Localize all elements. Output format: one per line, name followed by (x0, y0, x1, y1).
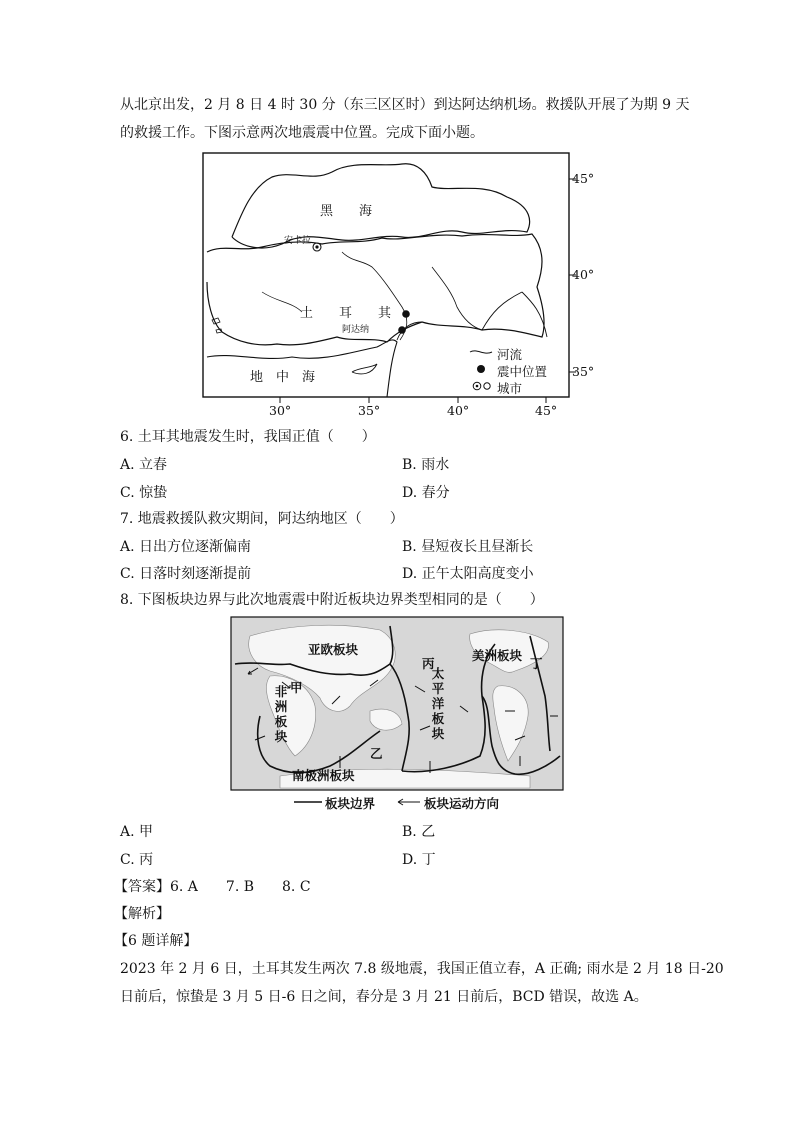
jia-label: 甲 (290, 680, 303, 695)
intro-line-2: 的救援工作。下图示意两次地震震中位置。完成下面小题。 (120, 125, 484, 141)
q7-option-a: A. 日出方位逐渐偏南 (120, 539, 252, 555)
q7-stem: 7. 地震救援队救灾期间，阿达纳地区（ ） (120, 511, 404, 527)
epicenter-1-icon (402, 310, 410, 318)
q6-option-c: C. 惊蛰 (120, 485, 168, 501)
lon-tick-40: 40° (447, 403, 470, 418)
ankara-label: 安卡拉 (284, 236, 312, 246)
answer-line (114, 876, 311, 896)
adana-label: 阿达纳 (342, 325, 370, 335)
legend-motion: 板块运动方向 (424, 796, 500, 811)
legend-epicenter: 震中位置 (497, 364, 548, 379)
turkey-map (202, 152, 602, 422)
mediterranean-label: 地 中 海 (250, 370, 316, 385)
lon-tick-45: 45° (535, 403, 558, 418)
epicenter-2-icon (398, 326, 406, 334)
africa-plate-label: 非洲板块 (274, 684, 288, 744)
lon-tick-35: 35° (358, 403, 381, 418)
q8-stem: 8. 下图板块边界与此次地震震中附近板块边界类型相同的是（ ） (120, 592, 544, 608)
answer-label: 【答案】 (114, 879, 170, 895)
legend-boundary: 板块边界 (325, 796, 376, 811)
analysis-header: 【解析】 (114, 906, 170, 922)
lat-tick-45: 45° (572, 171, 595, 186)
q7-option-c: C. 日落时刻逐渐提前 (120, 566, 252, 582)
america-plate-label: 美洲板块 (472, 648, 523, 663)
black-sea-label: 黑 海 (320, 204, 373, 219)
detail-header: 【6 题详解】 (114, 933, 198, 949)
q6-stem: 6. 土耳其地震发生时，我国正值（ ） (120, 429, 376, 445)
legend-river: 河流 (497, 347, 523, 362)
detail-line-2: 日前后，惊蛰是 3 月 5 日-6 日之间，春分是 3 月 21 日前后，BCD 错误，故选 A。 (120, 989, 648, 1005)
lon-tick-30: 30° (269, 403, 292, 418)
ding-label: 丁 (530, 656, 543, 671)
q8-option-b: B. 乙 (402, 824, 436, 840)
q8-option-a: A. 甲 (120, 824, 154, 840)
turkey-label: 土 耳 其 (300, 306, 392, 321)
detail-line-1: 2023 年 2 月 6 日，土耳其发生两次 7.8 级地震，我国正值立春，A 正确; 雨水是 2 月 18 日-20 (120, 961, 724, 977)
q8-option-c: C. 丙 (120, 852, 154, 868)
pacific-plate-label: 太平洋板块 (431, 666, 445, 741)
legend-city: 城市 (497, 381, 523, 396)
q6-option-b: B. 雨水 (402, 457, 450, 473)
antarctic-plate-label: 南极洲板块 (292, 768, 355, 783)
yi-label: 乙 (370, 746, 383, 761)
q7-option-b: B. 昼短夜长且昼渐长 (402, 539, 534, 555)
q6-option-d: D. 春分 (402, 485, 450, 501)
lat-tick-35: 35° (572, 364, 595, 379)
eurasia-plate-label: 亚欧板块 (308, 642, 359, 657)
bing-label: 丙 (422, 656, 435, 671)
q7-option-d: D. 正午太阳高度变小 (402, 566, 534, 582)
q8-option-d: D. 丁 (402, 852, 436, 868)
plate-map (230, 616, 564, 812)
q6-option-a: A. 立春 (120, 457, 168, 473)
intro-line-1: 从北京出发，2 月 8 日 4 时 30 分（东三区区时）到达阿达纳机场。救援队开展了为期 9 天 (120, 97, 690, 113)
lat-tick-40: 40° (572, 267, 595, 282)
answer-values: 6. A 7. B 8. C (170, 879, 311, 895)
